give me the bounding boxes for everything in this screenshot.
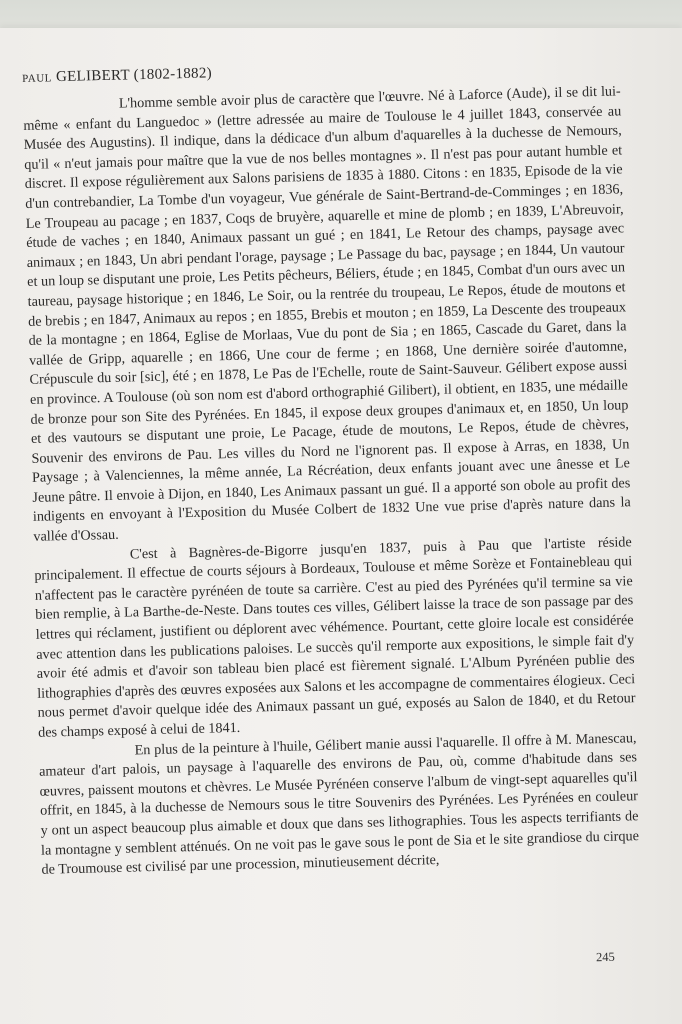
paragraph-1: L'homme semble avoir plus de caractère que l'œuvre. Né à Laforce (Aude), il se dit lui-même « enfant du Languedoc » (lettre adressée au maire de Toulouse le 4 juillet 1843, conservée au Musée des Augustins). Il indique, dans la dédicace d'un album d'aquarelles à la duchesse de Nemours, qu'il « n'eut jamais pour maître que la vue de nos belles montagnes ». Il n'est pas pour autant humble et discret. Il expose régulièrement aux Salons parisiens de 1835 à 1880. Citons : en 1835, Episode de la vie d'un contrebandier, La Tombe d'un voyageur, Vue générale de Saint-Bertrand-de-Comminges ; en 1836, Le Troupeau au pacage ; en 1837, Coqs de bruyère, aquarelle et mine de plomb ; en 1839, L'Abreuvoir, étude de vaches ; en 1840, Animaux passant un gué ; en 1841, Le Retour des champs, paysage avec animaux ; en 1843, Un abri pendant l'orage, paysage ; Le Passage du bac, paysage ; en 1844, Un vautour et un loup se disputant une proie, Les Petits pêcheurs, Béliers, étude ; en 1845, Combat d'un ours avec un taureau, paysage historique ; en 1846, Le Soir, ou la rentrée du troupeau, Le Repos, étude de moutons et de brebis ; en 1847, Animaux au repos ; en 1855, Brebis et mouton ; en 1859, La Descente des troupeaux de la montagne ; en 1864, Eglise de Morlaas, Vue du pont de Sia ; en 1865, Cascade du Garet, dans la vallée de Gripp, aquarelle ; en 1866, Une cour de ferme ; en 1868, Une dernière soirée d'automne, Crépuscule du soir [sic], été ; en 1878, Le Pas de l'Echelle, route de Saint-Sauveur. Gélibert expose aussi en province. A Toulouse (où son nom est d'abord orthographié Gilibert), il obtient, en 1835, une médaille de bronze pour son Site des Pyrénées. En 1845, il expose deux groupes d'animaux et, en 1850, Un loup et des vautours se disputant une proie, Le Pacage, étude de moutons, Le Repos, étude de chèvres, Souvenir des environs de Pau. Les villes du Nord ne l'ignorent pas. Il expose à Arras, en 1838, Un Paysage ; à Valenciennes, la même année, La Récréation, deux enfants jouant avec une ânesse et Le Jeune pâtre. Il envoie à Dijon, en 1840, Les Animaux passant un gué. Il a apporté son obole au profit des indigents en envoyant à l'Exposition du Musée Colbert de 1832 Une vue prise d'après nature dans la vallée d'Ossau. bbox=[23, 83, 631, 545]
text-block bbox=[22, 55, 640, 880]
paragraph-3: En plus de la peinture à l'huile, Gélibert manie aussi l'aquarelle. Il offre à M. Manescau, amateur d'art palois, un paysage à l'aquarelle des environs de Pau, où, comme d'habitude dans ses œuvres, paissent moutons et chèvres. Le Musée Pyrénéen conserve l'album de vingt-sept aquarelles qu'il offrit, en 1845, à la duchesse de Nemours sous le titre Souvenirs des Pyrénées. Les Pyrénées en couleur y ont un aspect beaucoup plus aimable et doux que dans ses lithographies. Tous les aspects terrifiants de la montagne y semblent atténués. On ne voit pas le gave sous le pont de Sia et le site grandiose du cirque de Troumouse est civilisé par une procession, minutieusement décrite, bbox=[38, 729, 640, 878]
page-number: 245 bbox=[595, 949, 615, 965]
heading-first-name: PAUL bbox=[22, 72, 53, 85]
paragraph-2: C'est à Bagnères-de-Bigorre jusqu'en 1837, puis à Pau que l'artiste réside principalement. Il effectue de courts séjours à Bordeaux, Toulouse et même Sorèze et Fontainebleau qui n'affectent pas le caractère pyrénéen de toute sa carrière. C'est au pied des Pyrénées qu'il termine sa vie bien remplie, à La Barthe-de-Neste. Dans toutes ces villes, Gélibert laisse la trace de son passage par des lettres qui réclament, justifient ou déplorent avec véhémence. Pourtant, cette gloire locale est considérée avec attention dans les publications paloises. Le succès qu'il remporte aux expositions, le simple fait d'y avoir été admis et d'avoir son tableau bien placé est fièrement signalé. L'Album Pyrénéen publie des lithographies d'après des œuvres exposées aux Salons et les accompagne de commentaires élogieux. Ceci nous permet d'avoir quelque idée des Animaux passant un gué, exposés au Salon de 1840, et du Retour des champs exposé à celui de 1841. bbox=[34, 533, 636, 741]
heading-name-dates: GELIBERT (1802-1882) bbox=[55, 65, 213, 86]
